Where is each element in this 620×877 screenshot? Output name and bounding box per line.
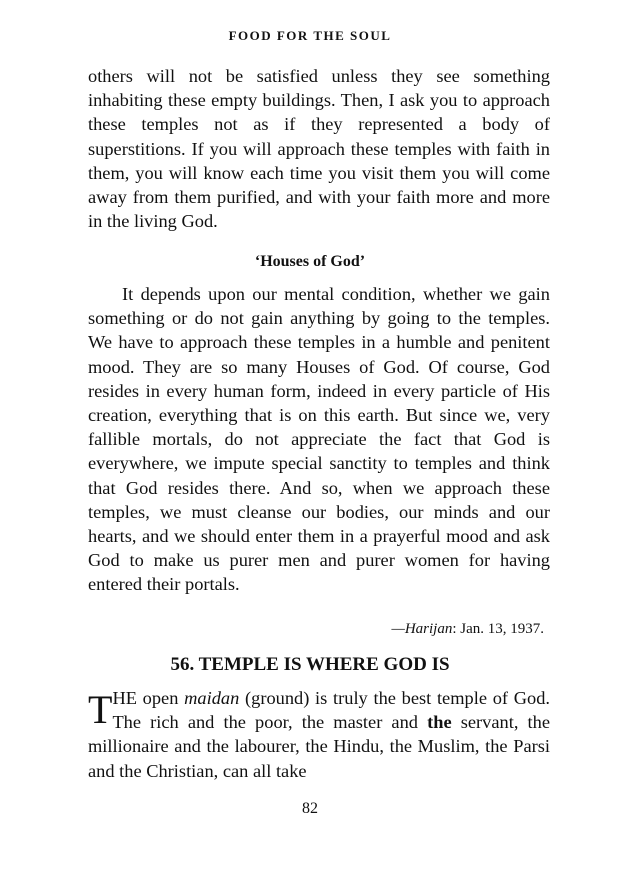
paragraph-continued: others will not be satisfied unless they see something inhabiting these empty buildings. Then, I ask you to approach these temples not as if they represented a body of superstitions. If you will approach these temples with faith in them, you will know each time you visit them you will come away from them purified, and with your faith more and more in the living God. bbox=[88, 66, 550, 232]
bold-word: the bbox=[427, 712, 452, 733]
text-segment-b: (ground) is truly the best temple of God. The rich and the poor, the master and bbox=[112, 688, 550, 733]
citation bbox=[391, 621, 544, 638]
chapter-title: 56. TEMPLE IS WHERE GOD IS bbox=[170, 654, 450, 675]
paragraph-temple-intro bbox=[88, 686, 550, 783]
first-word-rest: HE bbox=[112, 688, 137, 708]
page-number: 82 bbox=[302, 800, 318, 817]
text-segment-c: servant, the millionaire and the labourer, the Hindu, the Muslim, the Parsi and the Christian, can all take bbox=[88, 712, 550, 781]
text-segment-a: open bbox=[136, 688, 185, 708]
italic-word: maidan bbox=[184, 688, 240, 708]
drop-cap: T bbox=[88, 687, 113, 732]
running-head: FOOD FOR THE SOUL bbox=[228, 28, 392, 43]
citation-date: : Jan. 13, 1937. bbox=[452, 621, 544, 637]
paragraph-houses-of-god: It depends upon our mental condition, whether we gain something or do not gain anything by going to the temples. We have to approach these temples in a humble and penitent mood. They are so many Houses of God. Of course, God resides in every human form, indeed in every particle of His creation, everything that is on this earth. But since we, very fallible mortals, do not appreciate the fact that God is everywhere, we impute special sanctity to temples and think that God resides there. And so, when we approach these temples, we must cleanse our bodies, our minds and our hearts, and we should enter them in a prayerful mood and ask God to make us purer men and purer women for having entered their portals. bbox=[88, 284, 550, 595]
section-subheading: ‘Houses of God’ bbox=[254, 253, 366, 270]
citation-source: —Harijan bbox=[391, 621, 453, 637]
